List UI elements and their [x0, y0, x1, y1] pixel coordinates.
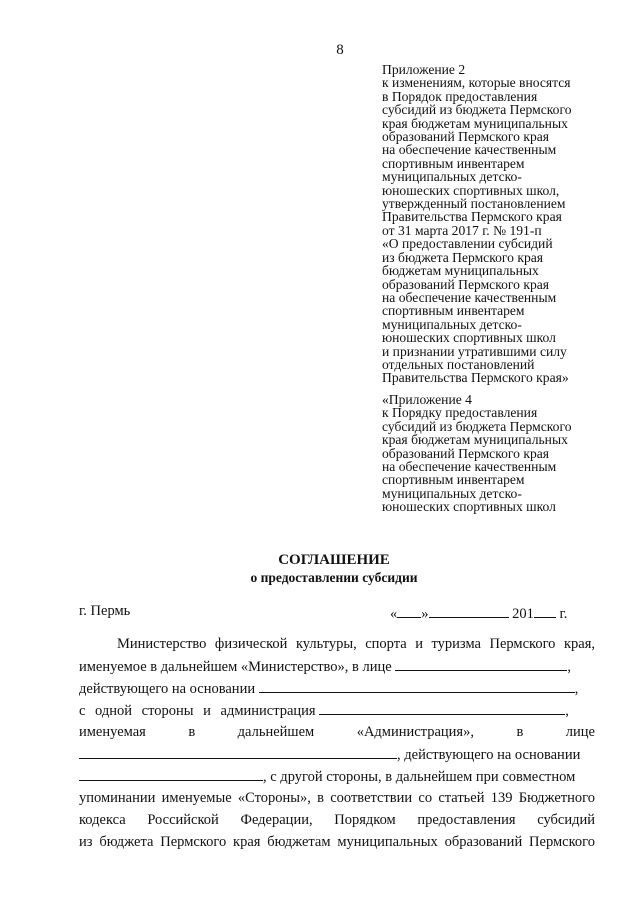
- appendix-2-line: от 31 марта 2017 г. № 191-п: [382, 222, 542, 238]
- body-line-3: [79, 678, 595, 698]
- appendix-4-line: «Приложение 4: [382, 392, 472, 407]
- appendix-4-line: спортивным инвентарем: [382, 472, 525, 488]
- body-line-4: [79, 700, 595, 720]
- comma: ,: [565, 703, 569, 719]
- body-line-5: именуемая в дальнейшем «Администрация», в лице: [79, 724, 595, 740]
- administration-representative-blank: [79, 744, 397, 759]
- appendix-2-line: в Порядок предоставления: [382, 88, 538, 104]
- basis-blank: [259, 678, 575, 693]
- place-of-signing: г. Пермь: [79, 603, 131, 619]
- date-close-quote: »: [421, 606, 429, 622]
- appendix-2-line: юношеских спортивных школ,: [382, 182, 560, 198]
- year-suffix: г.: [559, 606, 568, 622]
- appendix-2-line: Правительства Пермского края»: [382, 370, 569, 386]
- appendix-2-line: на обеспечение качественным: [382, 142, 557, 158]
- appendix-4-line: к Порядку предоставления: [382, 405, 538, 421]
- appendix-2-line: на обеспечение качественным: [382, 289, 557, 305]
- appendix-4-line: субсидий из бюджета Пермского: [382, 418, 572, 434]
- appendix-2-line: Правительства Пермского края: [382, 209, 562, 225]
- appendix-4-line: края бюджетам муниципальных: [382, 432, 568, 448]
- body-line-2-text: именуемое в дальнейшем «Министерство», в лице: [79, 659, 392, 675]
- body-line-10: из бюджета Пермского края бюджетам муниципальных образований Пермского: [79, 834, 595, 850]
- appendix-2-line: муниципальных детско-: [382, 316, 522, 332]
- appendix-2-line: Приложение 2: [382, 62, 466, 77]
- comma: ,: [574, 681, 579, 697]
- administration-blank: [319, 700, 565, 715]
- appendix-2-line: образований Пермского края: [382, 276, 550, 292]
- month-blank: [429, 603, 509, 618]
- appendix-2-line: образований Пермского края: [382, 129, 550, 145]
- year-blank: [534, 603, 556, 618]
- appendix-2-line: и признании утратившими силу: [382, 343, 567, 359]
- appendix-2-line: утвержденный постановлением: [382, 196, 566, 212]
- appendix-2-line: края бюджетам муниципальных: [382, 115, 568, 131]
- appendix-2-heading: [382, 63, 622, 385]
- appendix-2-line: к изменениям, которые вносятся: [382, 75, 571, 91]
- appendix-2-line: спортивным инвентарем: [382, 155, 525, 171]
- comma: ,: [567, 659, 571, 675]
- appendix-2-line: спортивным инвентарем: [382, 303, 525, 319]
- appendix-2-line: бюджетам муниципальных: [382, 263, 539, 279]
- appendix-4-heading: [382, 393, 622, 514]
- body-line-6: [79, 744, 595, 764]
- appendix-2-line: из бюджета Пермского края: [382, 249, 544, 265]
- appendix-2-line: субсидий из бюджета Пермского: [382, 102, 572, 118]
- date-line: [390, 603, 567, 623]
- appendix-2-line: муниципальных детско-: [382, 169, 522, 185]
- document-title: СОГЛАШЕНИЕ: [278, 552, 390, 568]
- appendix-2-line: «О предоставлении субсидий: [382, 236, 553, 252]
- body-line-3-text: действующего на основании: [79, 681, 256, 697]
- representative-blank: [395, 656, 567, 671]
- body-line-9: кодекса Российской Федерации, Порядком предоставления субсидий: [79, 812, 595, 828]
- body-line-7: [79, 766, 595, 786]
- date-open-quote: «: [390, 606, 398, 622]
- administration-basis-blank: [79, 766, 263, 781]
- body-line-7-text: , с другой стороны, в дальнейшем при совместном: [263, 769, 576, 785]
- body-line-2: [79, 656, 595, 676]
- year-prefix: 201: [512, 606, 534, 622]
- body-line-6-text: , действующего на основании: [397, 747, 581, 763]
- appendix-4-line: образований Пермского края: [382, 445, 550, 461]
- document-subtitle: о предоставлении субсидии: [250, 570, 418, 585]
- appendix-4-line: на обеспечение качественным: [382, 459, 557, 475]
- body-line-1: Министерство физической культуры, спорта и туризма Пермского края,: [117, 636, 595, 652]
- appendix-2-line: отдельных постановлений: [382, 356, 535, 372]
- page-number: 8: [336, 42, 344, 58]
- body-line-8: упоминании именуемые «Стороны», в соответствии со статьей 139 Бюджетного: [79, 790, 595, 806]
- day-blank: [397, 603, 421, 618]
- appendix-2-line: юношеских спортивных школ: [382, 330, 556, 346]
- body-line-4-text: с одной стороны и администрация: [79, 703, 316, 719]
- appendix-4-line: юношеских спортивных школ: [382, 499, 556, 515]
- appendix-4-line: муниципальных детско-: [382, 485, 522, 501]
